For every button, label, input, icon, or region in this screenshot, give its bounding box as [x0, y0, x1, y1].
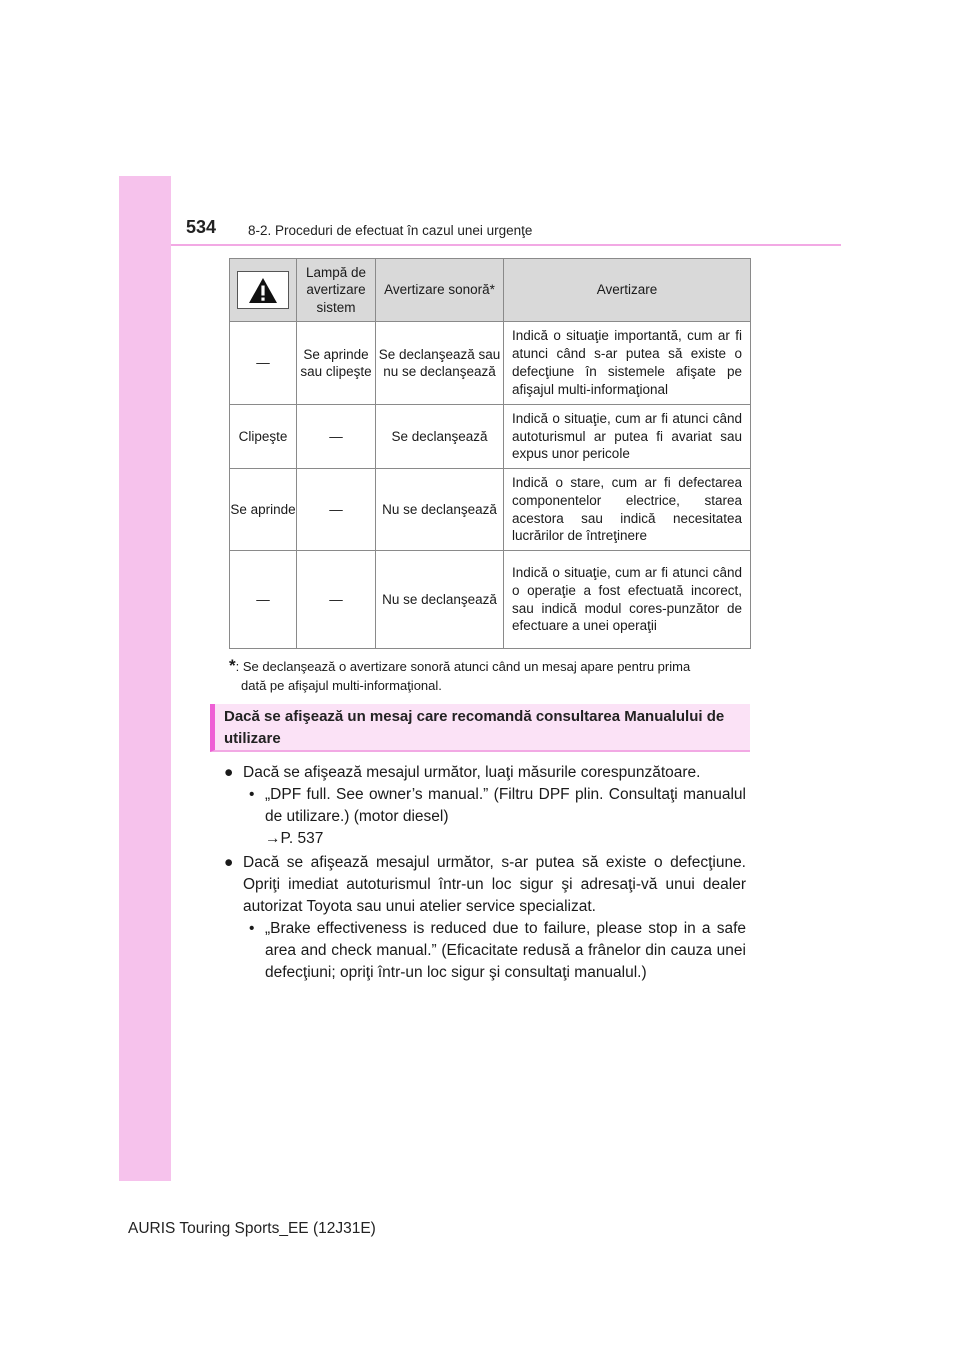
- header-lamp: Lampă de avertizare sistem: [297, 259, 376, 322]
- header-rule: [171, 244, 841, 246]
- cell-buzzer: Se declanşează sau nu se declanşează: [376, 322, 504, 405]
- bullet-item: [224, 762, 746, 784]
- cell-lamp: —: [297, 405, 376, 469]
- footnote-text: : Se declanşează o avertizare sonoră atunci când un mesaj apare pentru prima: [235, 659, 691, 674]
- table-row: [230, 405, 751, 469]
- subsection-heading: [210, 704, 750, 752]
- header-buzzer: Avertizare sonoră*: [376, 259, 504, 322]
- subsection-title: Dacă se afişează un mesaj care recomandă consultarea Manualului de utilizare: [224, 708, 725, 747]
- page-reference: →P. 537: [265, 830, 324, 847]
- table-row: [230, 551, 751, 649]
- cell-warning: Indică o situaţie importantă, cum ar fi atunci când s-ar putea să existe o defecţiune în sistemele afişate pe afişajul multi-informaţional: [504, 322, 751, 405]
- cell-lamp: —: [297, 469, 376, 551]
- sub-bullet-icon: •: [249, 786, 255, 803]
- section-title: 8-2. Proceduri de efectuat în cazul unei urgenţe: [248, 223, 533, 238]
- side-tab-bar: [119, 176, 171, 1181]
- footnote: [229, 656, 749, 695]
- cell-lamp: —: [297, 551, 376, 649]
- bullet-item: [224, 852, 746, 918]
- table-row: [230, 322, 751, 405]
- cell-buzzer: Nu se declanşează: [376, 551, 504, 649]
- warning-icon-box: [237, 271, 289, 309]
- cell-warning: Indică o stare, cum ar fi defectarea componentelor electrice, starea acestora sau indică necesitatea lucrărilor de întreţinere: [504, 469, 751, 551]
- header-warning: Avertizare: [504, 259, 751, 322]
- table-header-row: [230, 259, 751, 322]
- bullet-text: Dacă se afişează mesajul următor, luaţi măsurile corespunzătoare.: [243, 764, 701, 781]
- footnote-text-cont: dată pe afişajul multi-informaţional.: [241, 678, 442, 693]
- sub-bullet-icon: •: [249, 920, 255, 937]
- footnote-marker: *: [229, 656, 236, 675]
- page-number: 534: [186, 217, 217, 237]
- sub-item-text: „Brake effectiveness is reduced due to failure, please stop in a safe area and check manual.” (Eficacitate redusă a frânelor din cauza unei defecţiuni; opriţi într-un loc sigur şi consultaţi manualul.): [265, 920, 746, 981]
- bullet-text: Dacă se afişează mesajul următor, s-ar putea să existe o defecţiune. Opriţi imediat autoturismul într-un loc sigur şi adresaţi-vă unui dealer autorizat Toyota sau unui atelier service specializat.: [243, 854, 746, 915]
- cell-warning: Indică o situaţie, cum ar fi atunci când o operaţie a fost efectuată incorect, sau indică modul cores-punzător de efectuare a unei operaţii: [504, 551, 751, 649]
- sub-item: [243, 918, 746, 984]
- cell-icon: Clipeşte: [230, 405, 297, 469]
- cell-lamp: Se aprinde sau clipeşte: [297, 322, 376, 405]
- cell-warning: Indică o situaţie, cum ar fi atunci când autoturismul ar putea fi avariat sau expus unor pericole: [504, 405, 751, 469]
- bullet-dot-icon: ●: [224, 854, 234, 871]
- cell-icon: —: [230, 551, 297, 649]
- cell-buzzer: Se declanşează: [376, 405, 504, 469]
- footer-model: AURIS Touring Sports_EE (12J31E): [128, 1220, 376, 1237]
- bullet-dot-icon: ●: [224, 764, 234, 781]
- sub-item-text: „DPF full. See owner’s manual.” (Filtru DPF plin. Consultaţi manualul de utilizare.) (motor diesel): [265, 786, 746, 825]
- cell-buzzer: Nu se declanşează: [376, 469, 504, 551]
- icon-header-cell: [230, 259, 297, 322]
- table-row: [230, 469, 751, 551]
- content-body: [224, 762, 746, 984]
- sub-item: [243, 784, 746, 828]
- warning-triangle-icon: [248, 277, 278, 304]
- cell-icon: Se aprinde: [230, 469, 297, 551]
- warning-table: [229, 258, 751, 649]
- cell-icon: —: [230, 322, 297, 405]
